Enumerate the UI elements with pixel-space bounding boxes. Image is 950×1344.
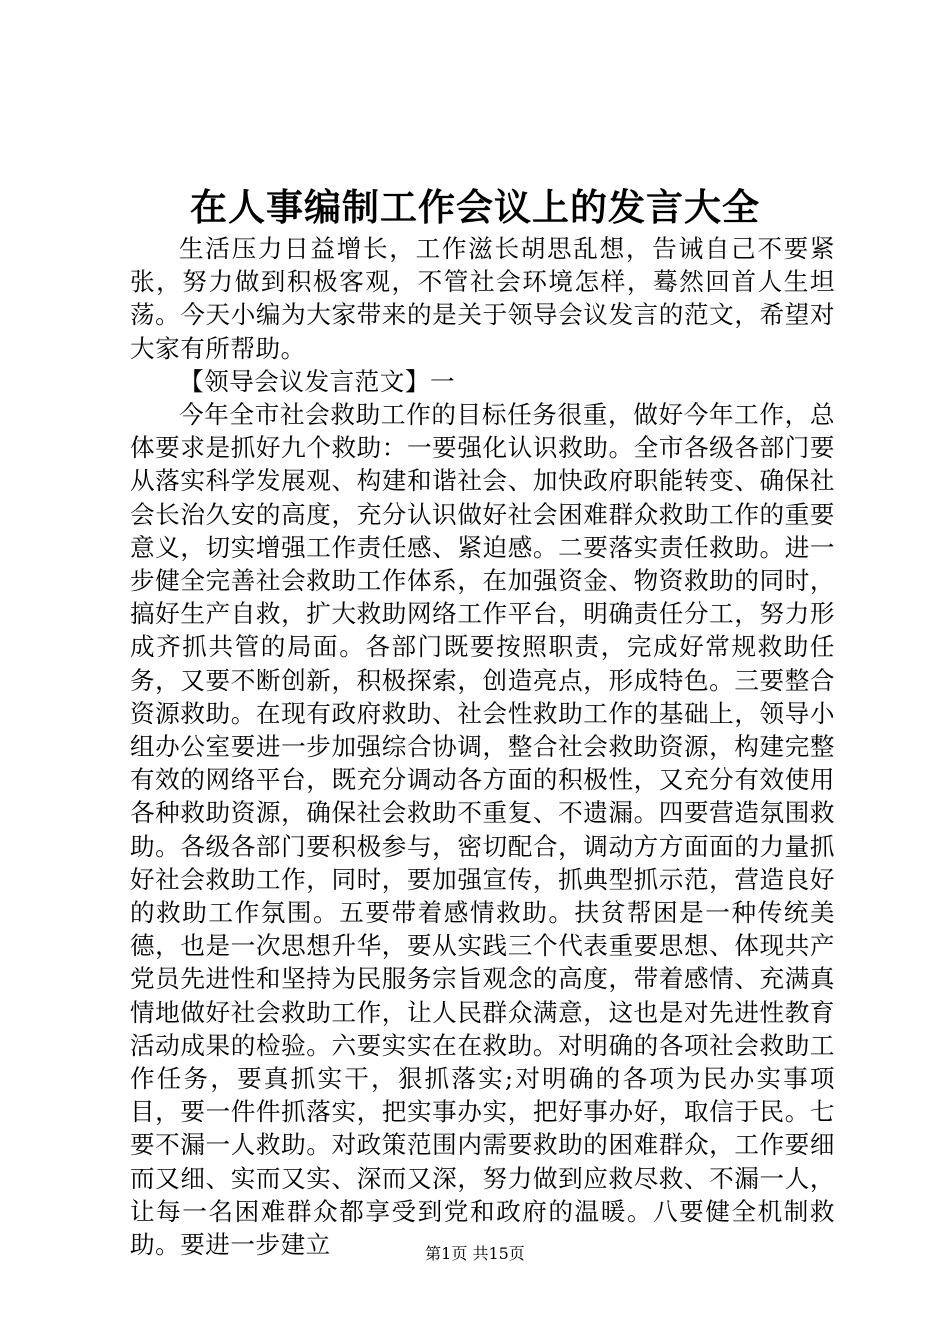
page-title: 在人事编制工作会议上的发言大全 xyxy=(190,185,760,229)
intro-paragraph: 生活压力日益增长，工作滋长胡思乱想，告诫自己不要紧张，努力做到积极客观，不管社会环境怎样，蓦然回首人生坦荡。今天小编为大家带来的是关于领导会议发言的范文，希望对大家有所帮助。 xyxy=(130,234,835,363)
page-footer: 第1页 共15页 xyxy=(425,1244,525,1263)
section-heading: 【领导会议发言范文】一 xyxy=(179,366,456,396)
document-body xyxy=(130,232,835,1261)
body-paragraph: 今年全市社会救助工作的目标任务很重，做好今年工作，总体要求是抓好九个救助：一要强化认识救助。全市各级各部门要从落实科学发展观、构建和谐社会、加快政府职能转变、确保社会长治久安的高度，充分认识做好社会困难群众救助工作的重要意义，切实增强工作责任感、紧迫感。二要落实责任救助。进一步健全完善社会救助工作体系，在加强资金、物资救助的同时，搞好生产自救，扩大救助网络工作平台，明确责任分工，努力形成齐抓共管的局面。各部门既要按照职责，完成好常规救助任务，又要不断创新，积极探索，创造亮点，形成特色。三要整合资源救助。在现有政府救助、社会性救助工作的基础上，领导小组办公室要进一步加强综合协调，整合社会救助资源，构建完整有效的网络平台，既充分调动各方面的积极性，又充分有效使用各种救助资源，确保社会救助不重复、不遗漏。四要营造氛围救助。各级各部门要积极参与，密切配合，调动方方面面的力量抓好社会救助工作，同时，要加强宣传，抓典型抓示范，营造良好的救助工作氛围。五要带着感情救助。扶贫帮困是一种传统美德，也是一次思想升华，要从实践三个代表重要思想、体现共产党员先进性和坚持为民服务宗旨观念的高度，带着感情、充满真情地做好社会救助工作，让人民群众满意，这也是对先进性教育活动成果的检验。六要实实在在救助。对明确的各项社会救助工作任务，要真抓实干，狠抓落实;对明确的各项为民办实事项目，要一件件抓落实，把实事办实，把好事办好，取信于民。七要不漏一人救助。对政策范围内需要救助的困难群众，工作要细而又细、实而又实、深而又深，努力做到应救尽救、不漏一人，让每一名困难群众都享受到党和政府的温暖。八要健全机制救助。要进一步建立 xyxy=(130,400,835,1260)
